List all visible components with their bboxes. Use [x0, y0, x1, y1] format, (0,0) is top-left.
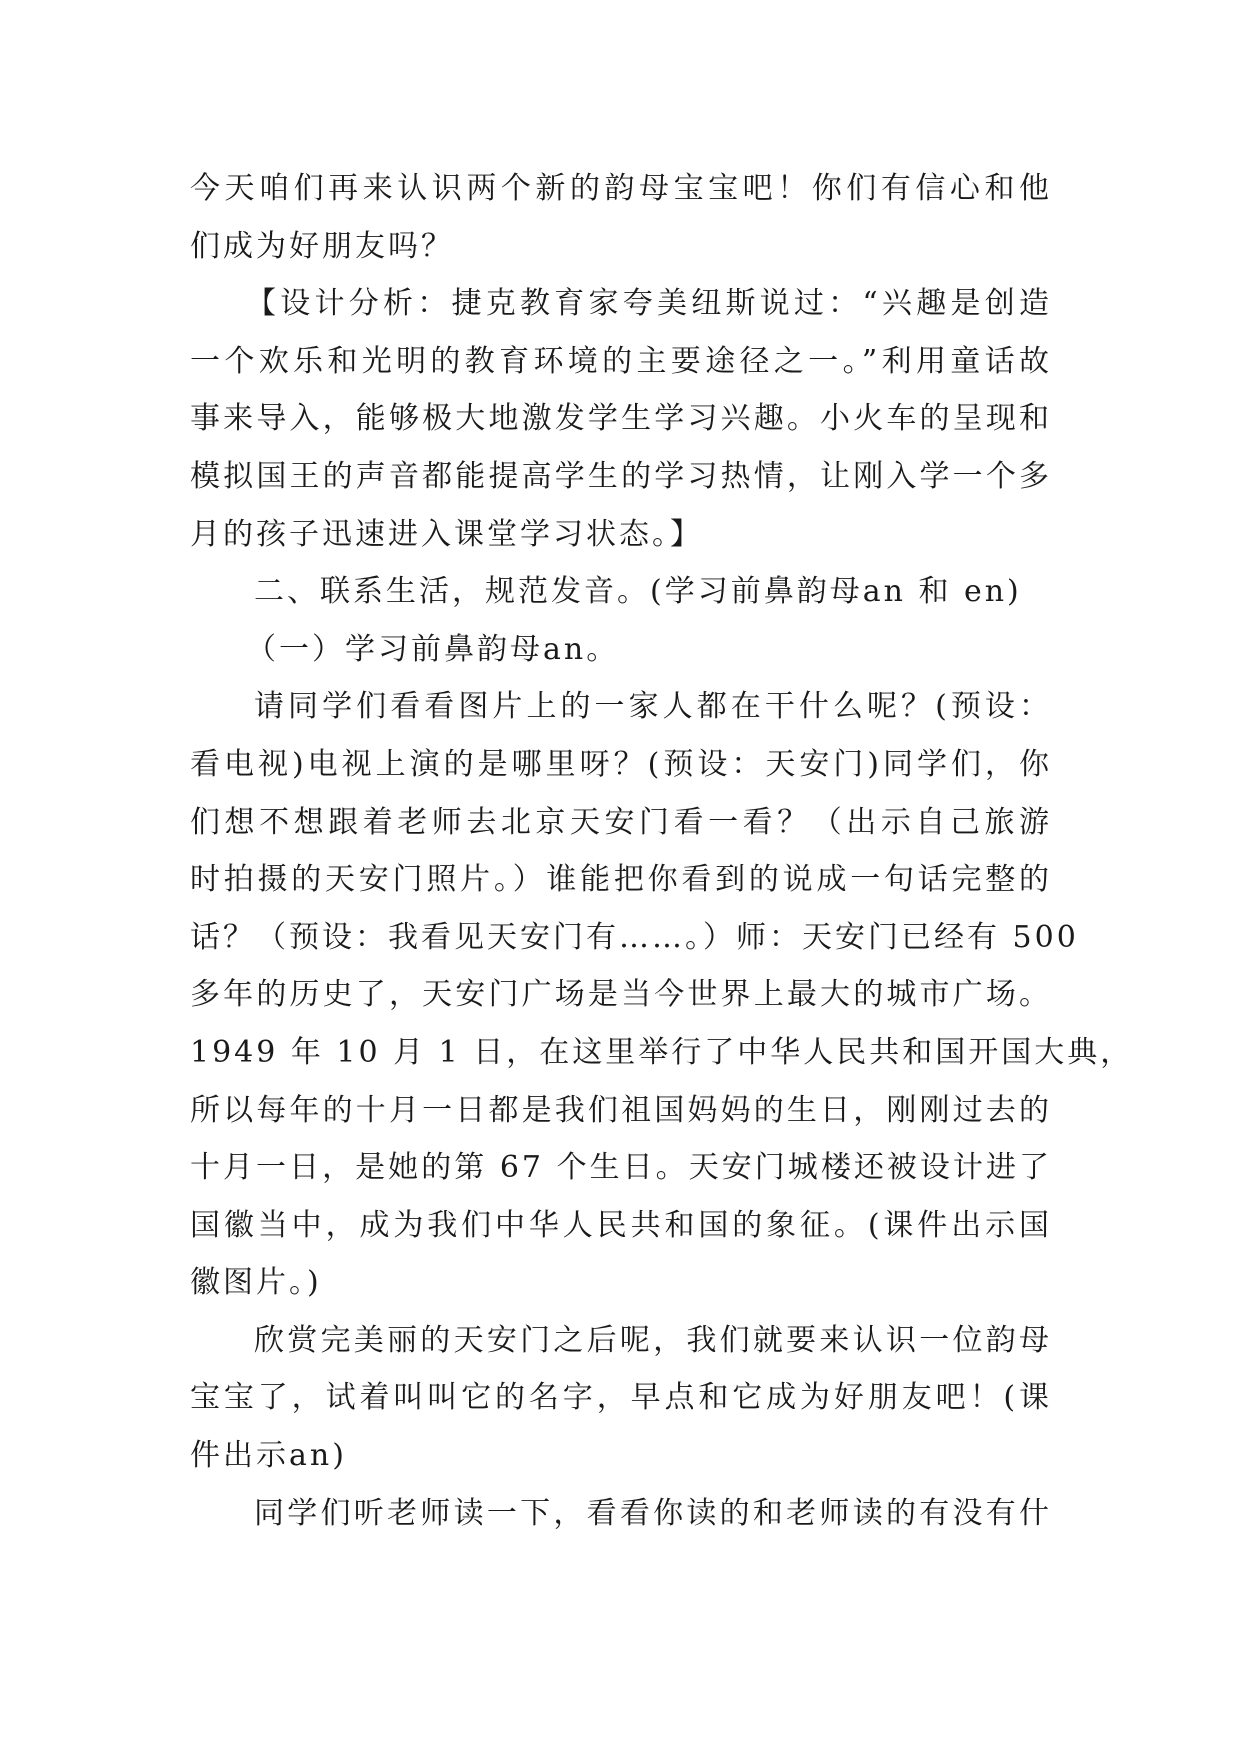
text-line: 一个欢乐和光明的教育环境的主要途径之一。”利用童话故 — [190, 343, 1052, 379]
text-line: 们成为好朋友吗？ — [190, 228, 454, 264]
text-line: 话？（预设：我看见天安门有……。）师：天安门已经有 500 — [190, 919, 1079, 955]
text-line: 件出示an) — [190, 1438, 347, 1474]
text-line: 国徽当中，成为我们中华人民共和国的象征。(课件出示国 — [190, 1207, 1052, 1243]
text-line: （一）学习前鼻韵母an。 — [246, 631, 620, 667]
text-line: 多年的历史了，天安门广场是当今世界上最大的城市广场。 — [190, 977, 1052, 1013]
paragraph-design-analysis — [190, 275, 1052, 563]
text-line: 今天咱们再来认识两个新的韵母宝宝吧！你们有信心和他 — [190, 171, 1052, 206]
text-line: 徽图片。) — [190, 1265, 322, 1301]
text-line: 欣赏完美丽的天安门之后呢，我们就要来认识一位韵母 — [254, 1322, 1052, 1358]
text-line: 所以每年的十月一日都是我们祖国妈妈的生日，刚刚过去的 — [190, 1092, 1052, 1128]
paragraph-tiananmen — [190, 678, 1134, 1312]
section-heading-2 — [190, 563, 1052, 621]
text-line: 模拟国王的声音都能提高学生的学习热情，让刚入学一个多 — [190, 458, 1052, 494]
text-line: 时拍摄的天安门照片。）谁能把你看到的说成一句话完整的 — [190, 862, 1052, 898]
text-line: 二、联系生活，规范发音。(学习前鼻韵母an 和 en) — [254, 574, 1022, 610]
text-line: 事来导入，能够极大地激发学生学习兴趣。小火车的呈现和 — [190, 401, 1052, 437]
text-line: 宝宝了，试着叫叫它的名字，早点和它成为好朋友吧！(课 — [190, 1380, 1052, 1416]
paragraph-listen — [190, 1485, 1052, 1543]
text-line: 月的孩子迅速进入课堂学习状态。】 — [190, 516, 703, 552]
text-line: 请同学们看看图片上的一家人都在干什么呢？(预设： — [254, 689, 1052, 725]
text-line: 们想不想跟着老师去北京天安门看一看？（出示自己旅游 — [190, 804, 1052, 840]
text-line: 1949 年 10 月 1 日，在这里举行了中华人民共和国开国大典， — [190, 1034, 1134, 1070]
text-line: 【设计分析：捷克教育家夸美纽斯说过：“兴趣是创造 — [246, 286, 1052, 322]
subsection-heading-1 — [190, 621, 1052, 679]
paragraph-an-intro — [190, 1312, 1052, 1485]
text-line: 看电视)电视上演的是哪里呀？(预设：天安门)同学们，你 — [190, 746, 1052, 782]
text-line: 十月一日，是她的第 67 个生日。天安门城楼还被设计进了 — [190, 1150, 1052, 1186]
document-body — [190, 160, 1134, 1542]
paragraph-intro — [190, 160, 1052, 275]
text-line: 同学们听老师读一下，看看你读的和老师读的有没有什 — [254, 1495, 1052, 1531]
